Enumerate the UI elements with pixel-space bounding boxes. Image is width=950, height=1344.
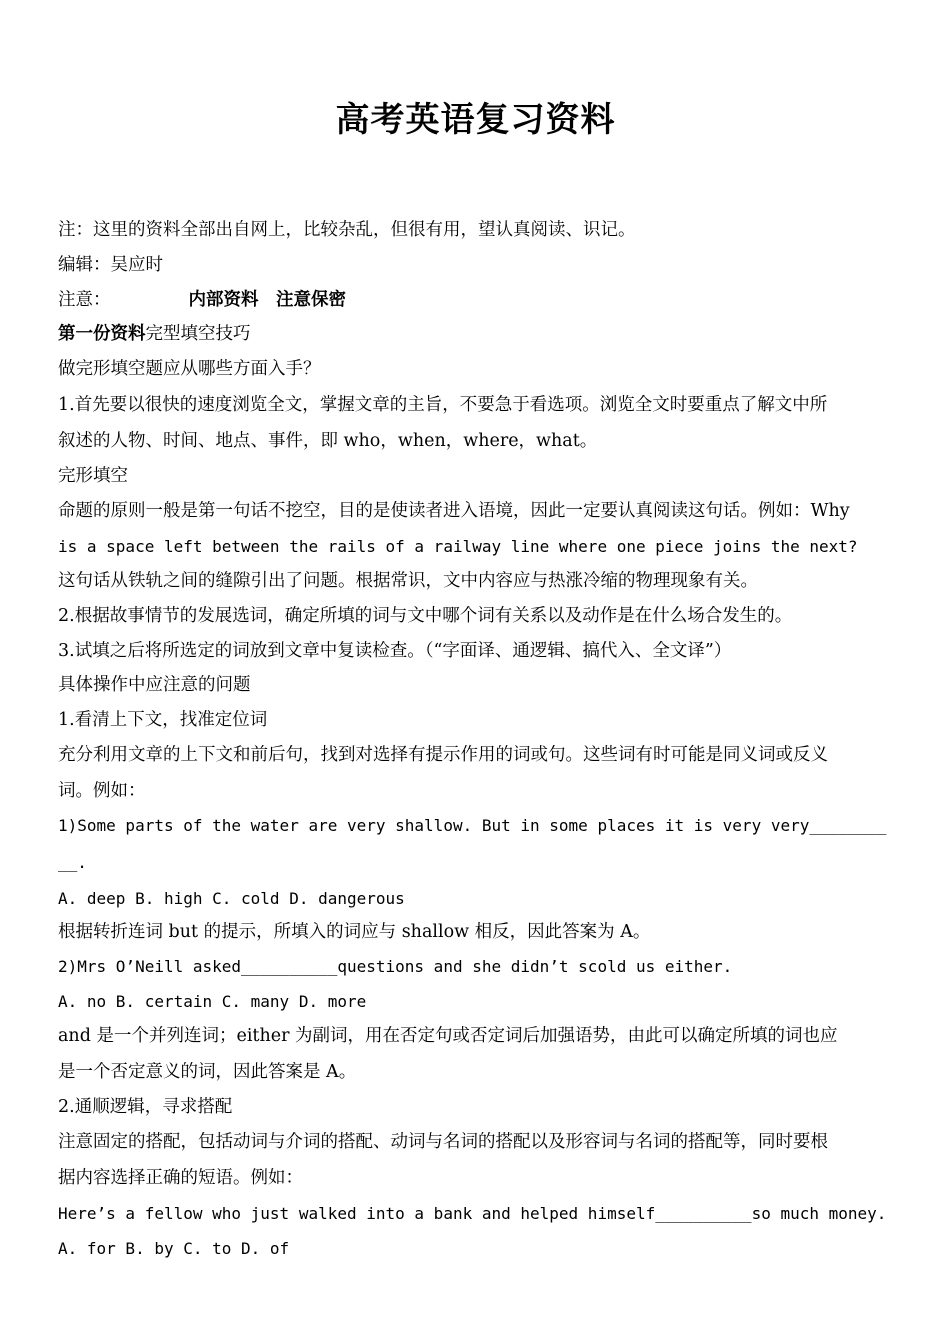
example-2-explanation-a: and 是一个并列连词；either 为副词，用在否定句或否定词后加强语势，由此可以确定所填的词也应 <box>58 1026 838 1046</box>
example-2-options: A. no B. certain C. many D. more <box>58 992 367 1011</box>
tip-1-line-b: 叙述的人物、时间、地点、事件，即 who，when，where，what。 <box>58 431 598 451</box>
notice-line <box>58 288 346 312</box>
editor-line: 编辑：吴应时 <box>58 255 163 275</box>
operation-1-desc-a: 充分利用文章的上下文和前后句，找到对选择有提示作用的词或句。这些词有时可能是同义词或反义 <box>58 745 828 765</box>
cloze-title: 完形填空 <box>58 466 128 486</box>
operation-2-desc-a: 注意固定的搭配，包括动词与介词的搭配、动词与名词的搭配以及形容词与名词的搭配等，同时要根 <box>58 1132 828 1152</box>
section-label: 第一份资料 <box>58 324 146 344</box>
note-line: 注：这里的资料全部出自网上，比较杂乱，但很有用，望认真阅读、识记。 <box>58 220 636 240</box>
operations-heading: 具体操作中应注意的问题 <box>58 675 251 695</box>
example-2-sentence: 2)Mrs O’Neill asked__________questions and she didn’t scold us either. <box>58 957 733 976</box>
section-topic: 完型填空技巧 <box>145 324 251 344</box>
principle-line-a: 命题的原则一般是第一句话不挖空，目的是使读者进入语境，因此一定要认真阅读这句话。例如：Why <box>58 501 850 521</box>
operation-2: 2.通顺逻辑，寻求搭配 <box>58 1097 233 1117</box>
example-1-explanation: 根据转折连词 but 的提示，所填入的词应与 shallow 相反，因此答案为 A。 <box>58 922 651 942</box>
question-heading: 做完形填空题应从哪些方面入手？ <box>58 359 321 379</box>
operation-2-desc-b: 据内容选择正确的短语。例如： <box>58 1168 303 1188</box>
tip-3: 3.试填之后将所选定的词放到文章中复读检查。（“字面译、通逻辑、搞代入、全文译”） <box>58 641 732 661</box>
example-1-blank-cont: __. <box>58 853 87 872</box>
example-3-sentence: Here’s a fellow who just walked into a bank and helped himself__________so much money. <box>58 1204 887 1223</box>
example-1-options: A. deep B. high C. cold D. dangerous <box>58 889 405 908</box>
notice-text: 内部资料 注意保密 <box>188 290 346 310</box>
section-heading <box>58 322 251 346</box>
example-3-options: A. for B. by C. to D. of <box>58 1239 290 1258</box>
operation-1-desc-b: 词。例如： <box>58 781 146 801</box>
page-title: 高考英语复习资料 <box>335 100 616 140</box>
notice-label: 注意： <box>58 290 111 310</box>
tip-2: 2.根据故事情节的发展选词，确定所填的词与文中哪个词有关系以及动作是在什么场合发生的。 <box>58 606 793 626</box>
principle-line-c: 这句话从铁轨之间的缝隙引出了问题。根据常识，文中内容应与热涨冷缩的物理现象有关。 <box>58 571 758 591</box>
principle-line-b: is a space left between the rails of a railway line where one piece joins the next? <box>58 537 858 556</box>
operation-1: 1.看清上下文，找准定位词 <box>58 710 268 730</box>
example-2-explanation-b: 是一个否定意义的词，因此答案是 A。 <box>58 1062 357 1082</box>
tip-1-line-a: 1.首先要以很快的速度浏览全文，掌握文章的主旨，不要急于看选项。浏览全文时要重点了解文中所 <box>58 395 828 415</box>
example-1-sentence: 1)Some parts of the water are very shallow. But in some places it is very very________ <box>58 816 887 835</box>
